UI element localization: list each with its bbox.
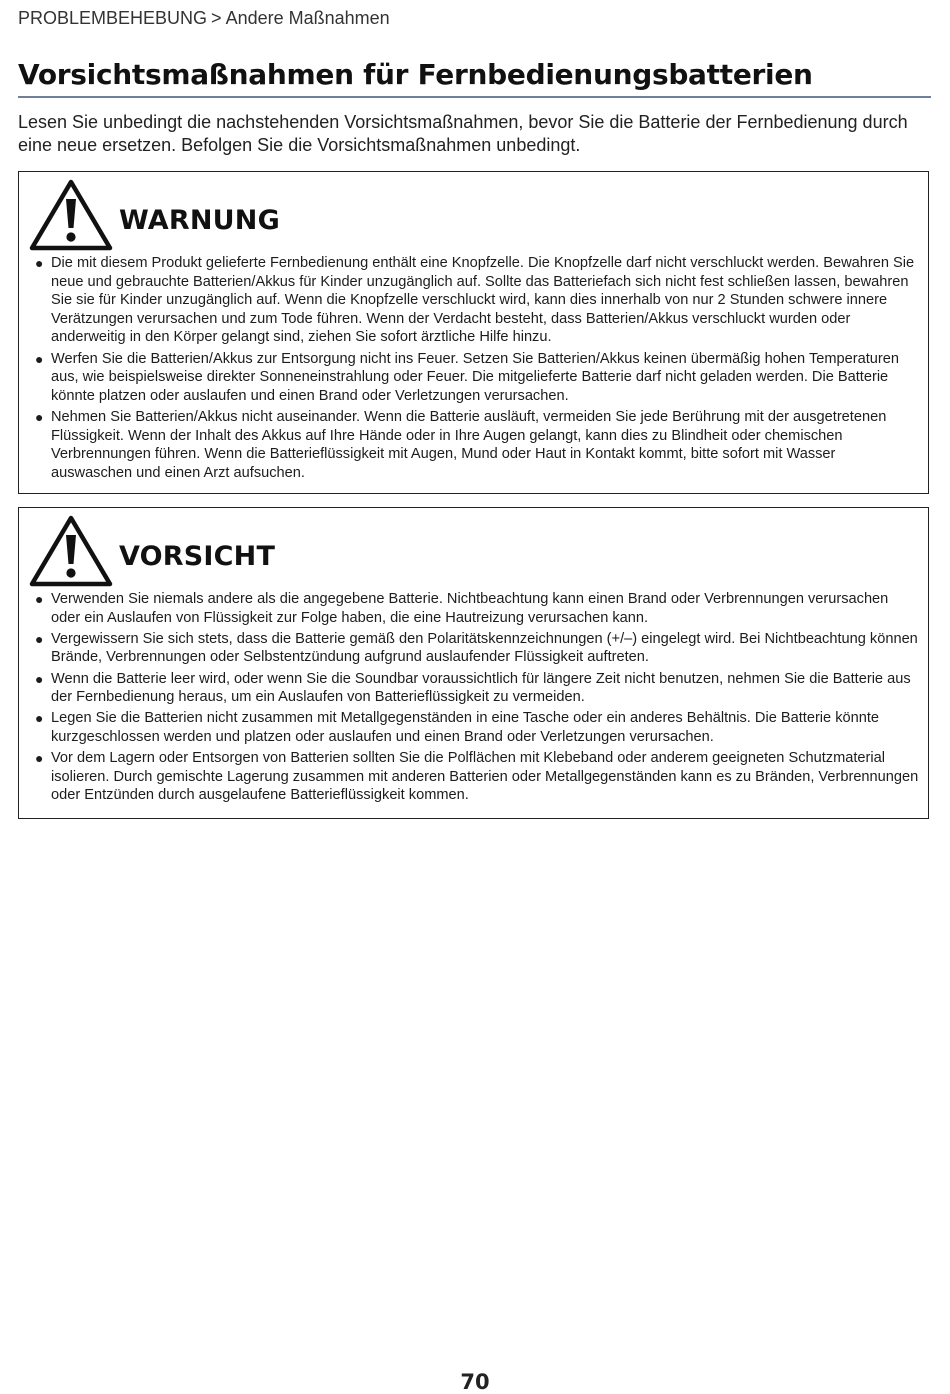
warning-list — [33, 254, 920, 485]
bullet-icon: ● — [35, 591, 44, 607]
page-title: Vorsichtsmaßnahmen für Fernbedienungsbatterien — [18, 58, 813, 91]
list-item-text: Die mit diesem Produkt gelieferte Fernbedienung enthält eine Knopfzelle. Die Knopfzelle darf nicht verschluckt werden. Bewahren Sie neue und gebrauchte Batterien/Akkus für Kinder unzugänglich auf. Sollte das Batteriefach sich nicht fest schließen lassen, bewahren Sie sie für Kinder unzugänglich auf. Wenn die Knopfzelle verschluckt wird, kann dies innerhalb von nur 2 Stunden schwere innere Verätzungen verursachen und zum Tode führen. Wenn der Verdacht besteht, dass Batterien/Akkus verschluckt wurden oder anderweitig in den Körper gelangt sind, ziehen Sie sofort ärztliche Hilfe hinzu. — [51, 255, 915, 346]
warning-label: WARNUNG — [119, 204, 280, 236]
breadcrumb-separator: > — [211, 8, 222, 28]
list-item — [33, 590, 920, 627]
bullet-icon: ● — [35, 350, 44, 367]
breadcrumb-current: Andere Maßnahmen — [225, 8, 390, 28]
caution-list — [33, 590, 920, 808]
caution-header — [29, 515, 275, 587]
list-item-text: Legen Sie die Batterien nicht zusammen mit Metallgegenständen in eine Tasche oder ein anderes Behältnis. Die Batterie könnte kurzgeschlossen werden und platzen oder auslaufen und einen Brand oder Verletzungen verursachen. — [51, 710, 880, 745]
page-number: 70 — [460, 1370, 490, 1394]
warning-triangle-icon — [29, 179, 113, 251]
list-item — [33, 408, 920, 482]
warning-triangle-icon — [29, 515, 113, 587]
list-item — [33, 350, 920, 406]
bullet-icon: ● — [35, 630, 44, 647]
list-item — [33, 630, 920, 667]
list-item-text: Wenn die Batterie leer wird, oder wenn Sie die Soundbar voraussichtlich für längere Zeit nicht benutzen, nehmen Sie die Batterie aus der Fernbedienung heraus, um ein Auslaufen von Batterieflüssigkeit zu vermeiden. — [51, 670, 911, 706]
bullet-icon: ● — [35, 710, 44, 727]
bullet-icon: ● — [35, 255, 44, 271]
breadcrumb — [18, 8, 390, 29]
list-item-text: Nehmen Sie Batterien/Akkus nicht auseinander. Wenn die Batterie ausläuft, vermeiden Sie jede Berührung mit der ausgetretenen Flüssigkeit. Wenn der Inhalt des Akkus auf Ihre Hände oder in Ihre Augen gelangt, kann dies zu Blindheit oder chemischen Verbrennungen führen. Wenn die Batterieflüssigkeit mit Augen, Mund oder Haut in Kontakt kommt, bitte sofort mit Wasser auswaschen und einen Arzt aufsuchen. — [51, 408, 887, 481]
list-item-text: Werfen Sie die Batterien/Akkus zur Entsorgung nicht ins Feuer. Setzen Sie Batterien/Akkus keinen übermäßig hohen Temperaturen aus, wie beispielsweise direkter Sonneneinstrahlung oder Feuer. Die mitgelieferte Batterie darf nicht geladen werden. Die Batterie könnte platzen oder auslaufen und einen Brand oder Verletzungen verursachen. — [51, 350, 899, 404]
list-item-text: Verwenden Sie niemals andere als die angegebene Batterie. Nichtbeachtung kann einen Brand oder Verbrennungen verursachen oder ein Auslaufen von Flüssigkeit zur Folge haben, die eine Hautreizung verursachen kann. — [51, 591, 889, 626]
title-divider — [18, 96, 931, 98]
bullet-icon: ● — [35, 670, 44, 687]
warning-header — [29, 179, 280, 251]
caution-label: VORSICHT — [119, 540, 276, 572]
bullet-icon: ● — [35, 750, 44, 767]
list-item — [33, 670, 920, 707]
list-item-text: Vergewissern Sie sich stets, dass die Batterie gemäß den Polaritätskennzeichnungen (+/–) eingelegt wird. Bei Nichtbeachtung können Brände, Verbrennungen oder Selbstentzündung aufgrund auslaufender Flüssigkeit auftreten. — [51, 630, 918, 666]
list-item — [33, 749, 920, 805]
intro-paragraph: Lesen Sie unbedingt die nachstehenden Vorsichtsmaßnahmen, bevor Sie die Batterie der Fernbedienung durch eine neue ersetzen. Befolgen Sie die Vorsichtsmaßnahmen unbedingt. — [18, 112, 908, 155]
breadcrumb-section[interactable]: PROBLEMBEHEBUNG — [18, 8, 208, 28]
list-item — [33, 254, 920, 347]
list-item — [33, 709, 920, 746]
list-item-text: Vor dem Lagern oder Entsorgen von Batterien sollten Sie die Polflächen mit Klebeband oder anderem geeigneten Schutzmaterial isolieren. Durch gemischte Lagerung zusammen mit anderen Batterien oder Metallgegenständen kann es zu Bränden, Verbrennungen oder Entzünden durch ausgelaufene Batterieflüssigkeit kommen. — [51, 750, 919, 804]
warning-box — [18, 171, 929, 494]
caution-box — [18, 507, 929, 819]
bullet-icon: ● — [35, 408, 44, 425]
